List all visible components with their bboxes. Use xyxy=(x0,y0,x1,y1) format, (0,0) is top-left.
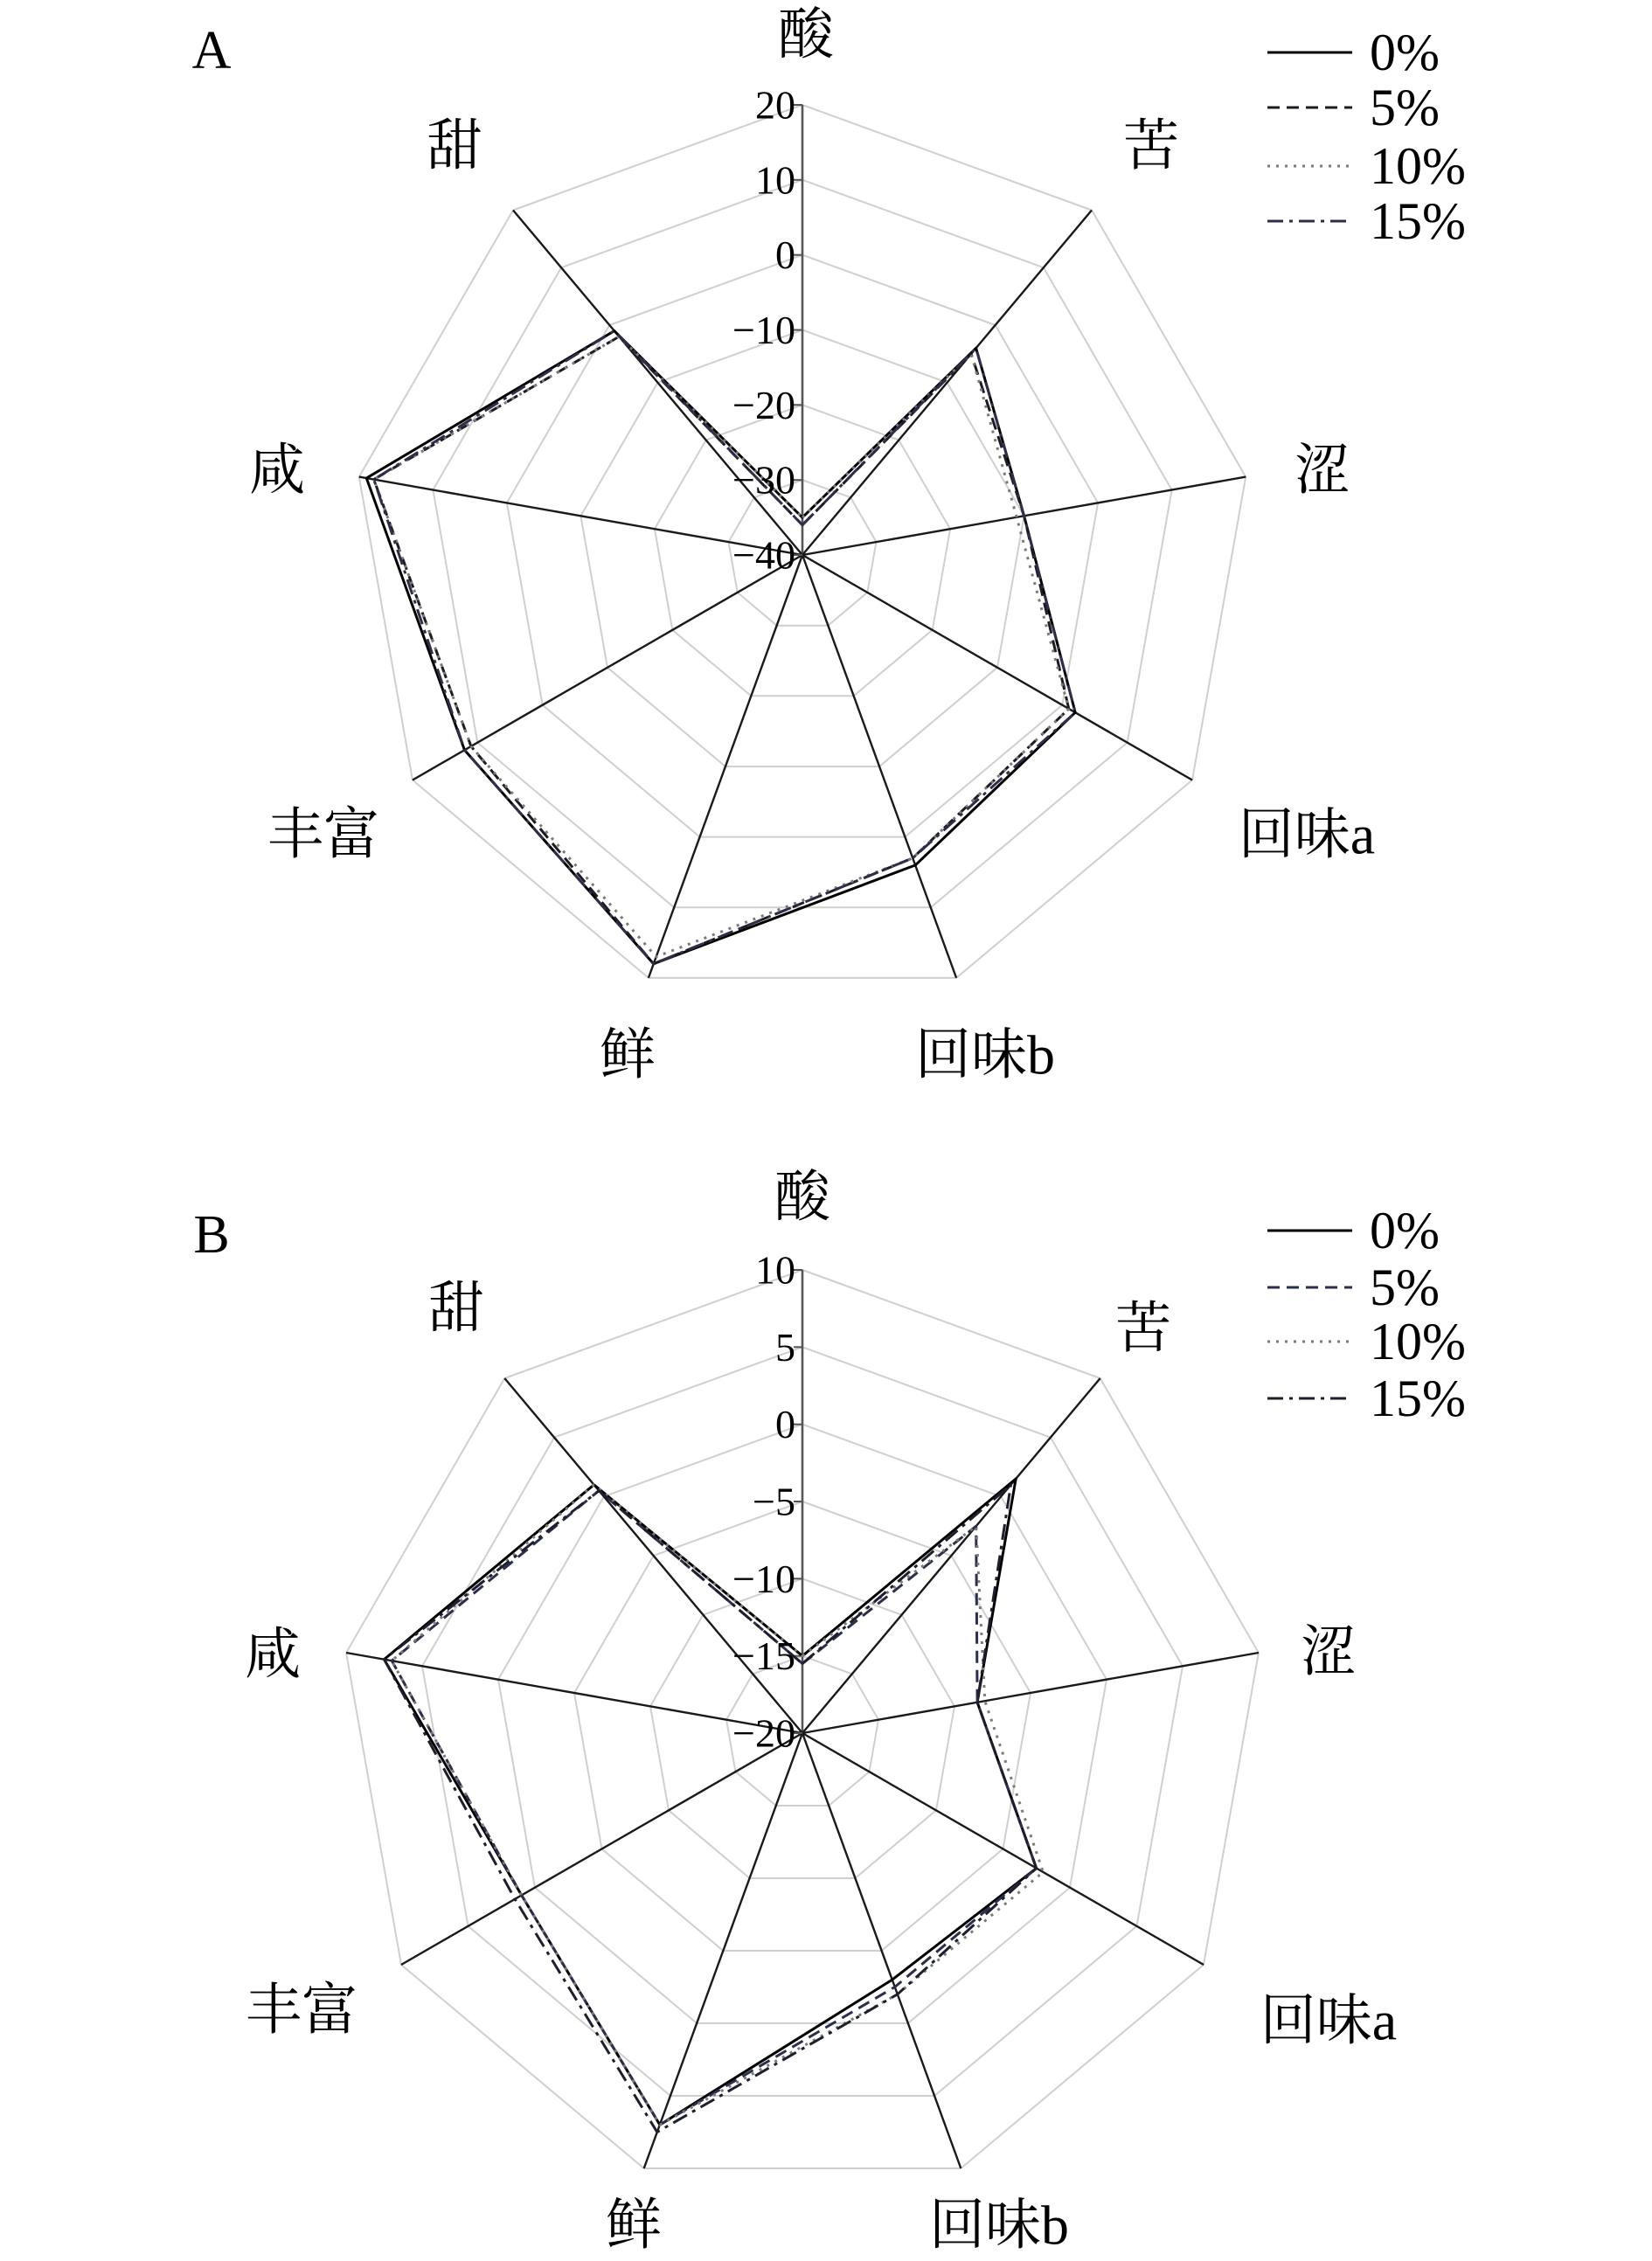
tick-label: 20 xyxy=(755,82,795,128)
legend-label: 5% xyxy=(1370,79,1440,136)
series-line-5pct xyxy=(374,336,1069,964)
tick-label: −10 xyxy=(732,308,795,352)
axis-spoke xyxy=(802,211,1092,556)
tick-label: −40 xyxy=(732,532,795,578)
axis-label: 丰富 xyxy=(267,803,379,866)
tick-label: −30 xyxy=(732,457,795,503)
legend xyxy=(1267,24,1466,250)
axis-spoke xyxy=(802,1653,1259,1733)
axis-label: 丰富 xyxy=(246,1979,357,2042)
axis-label: 酸 xyxy=(778,3,834,66)
axis-spoke xyxy=(401,1733,802,1965)
axis-label: 甜 xyxy=(428,1277,484,1340)
axis-label: 咸 xyxy=(249,439,305,502)
legend-label: 0% xyxy=(1370,1202,1440,1259)
axis-label: 酸 xyxy=(774,1166,830,1229)
tick-label: 0 xyxy=(775,1402,795,1447)
axis-label: 回味b xyxy=(915,1023,1055,1086)
series-line-0pct xyxy=(385,1479,1037,2125)
axis-label: 涩 xyxy=(1295,439,1350,502)
tick-label: 0 xyxy=(775,232,795,278)
panel-label: B xyxy=(193,1205,230,1265)
axis-label: 甜 xyxy=(427,114,482,177)
tick-label: −5 xyxy=(753,1479,795,1524)
axis-label: 苦 xyxy=(1123,114,1179,177)
legend-label: 0% xyxy=(1370,24,1440,81)
axis-label: 鲜 xyxy=(606,2194,662,2257)
legend-label: 15% xyxy=(1370,192,1466,250)
legend-label: 15% xyxy=(1370,1370,1466,1427)
tick-label: 5 xyxy=(775,1324,795,1370)
axis-label: 鲜 xyxy=(600,1023,656,1086)
radar-chart-b xyxy=(193,1167,1466,2257)
series-line-10pct xyxy=(374,336,1069,957)
axis-spoke xyxy=(802,1378,1100,1733)
legend-label: 10% xyxy=(1370,1313,1466,1370)
axis-label: 咸 xyxy=(245,1623,301,1686)
axis-label: 回味a xyxy=(1260,1989,1398,2052)
tick-label: −20 xyxy=(732,382,795,427)
legend xyxy=(1267,1202,1466,1427)
tick-label: 10 xyxy=(755,1247,795,1293)
radar-chart-a xyxy=(192,4,1466,1086)
axis-spoke xyxy=(802,555,1192,780)
axis-label: 苦 xyxy=(1115,1297,1171,1360)
axis-label: 回味b xyxy=(929,2194,1069,2257)
series-line-5pct xyxy=(392,1491,1036,2126)
axis-spoke xyxy=(802,1733,1204,1965)
tick-label: 10 xyxy=(755,157,795,203)
panel-label: A xyxy=(191,21,232,80)
series-line-0pct xyxy=(366,331,1075,964)
axis-label: 回味a xyxy=(1238,803,1376,866)
tick-label: −20 xyxy=(732,1710,795,1756)
series-line-15pct xyxy=(374,331,1075,964)
tick-label: −15 xyxy=(732,1633,795,1679)
axis-label: 涩 xyxy=(1301,1620,1357,1683)
tick-label: −10 xyxy=(732,1556,795,1601)
legend-label: 5% xyxy=(1370,1259,1440,1316)
legend-label: 10% xyxy=(1370,137,1466,195)
